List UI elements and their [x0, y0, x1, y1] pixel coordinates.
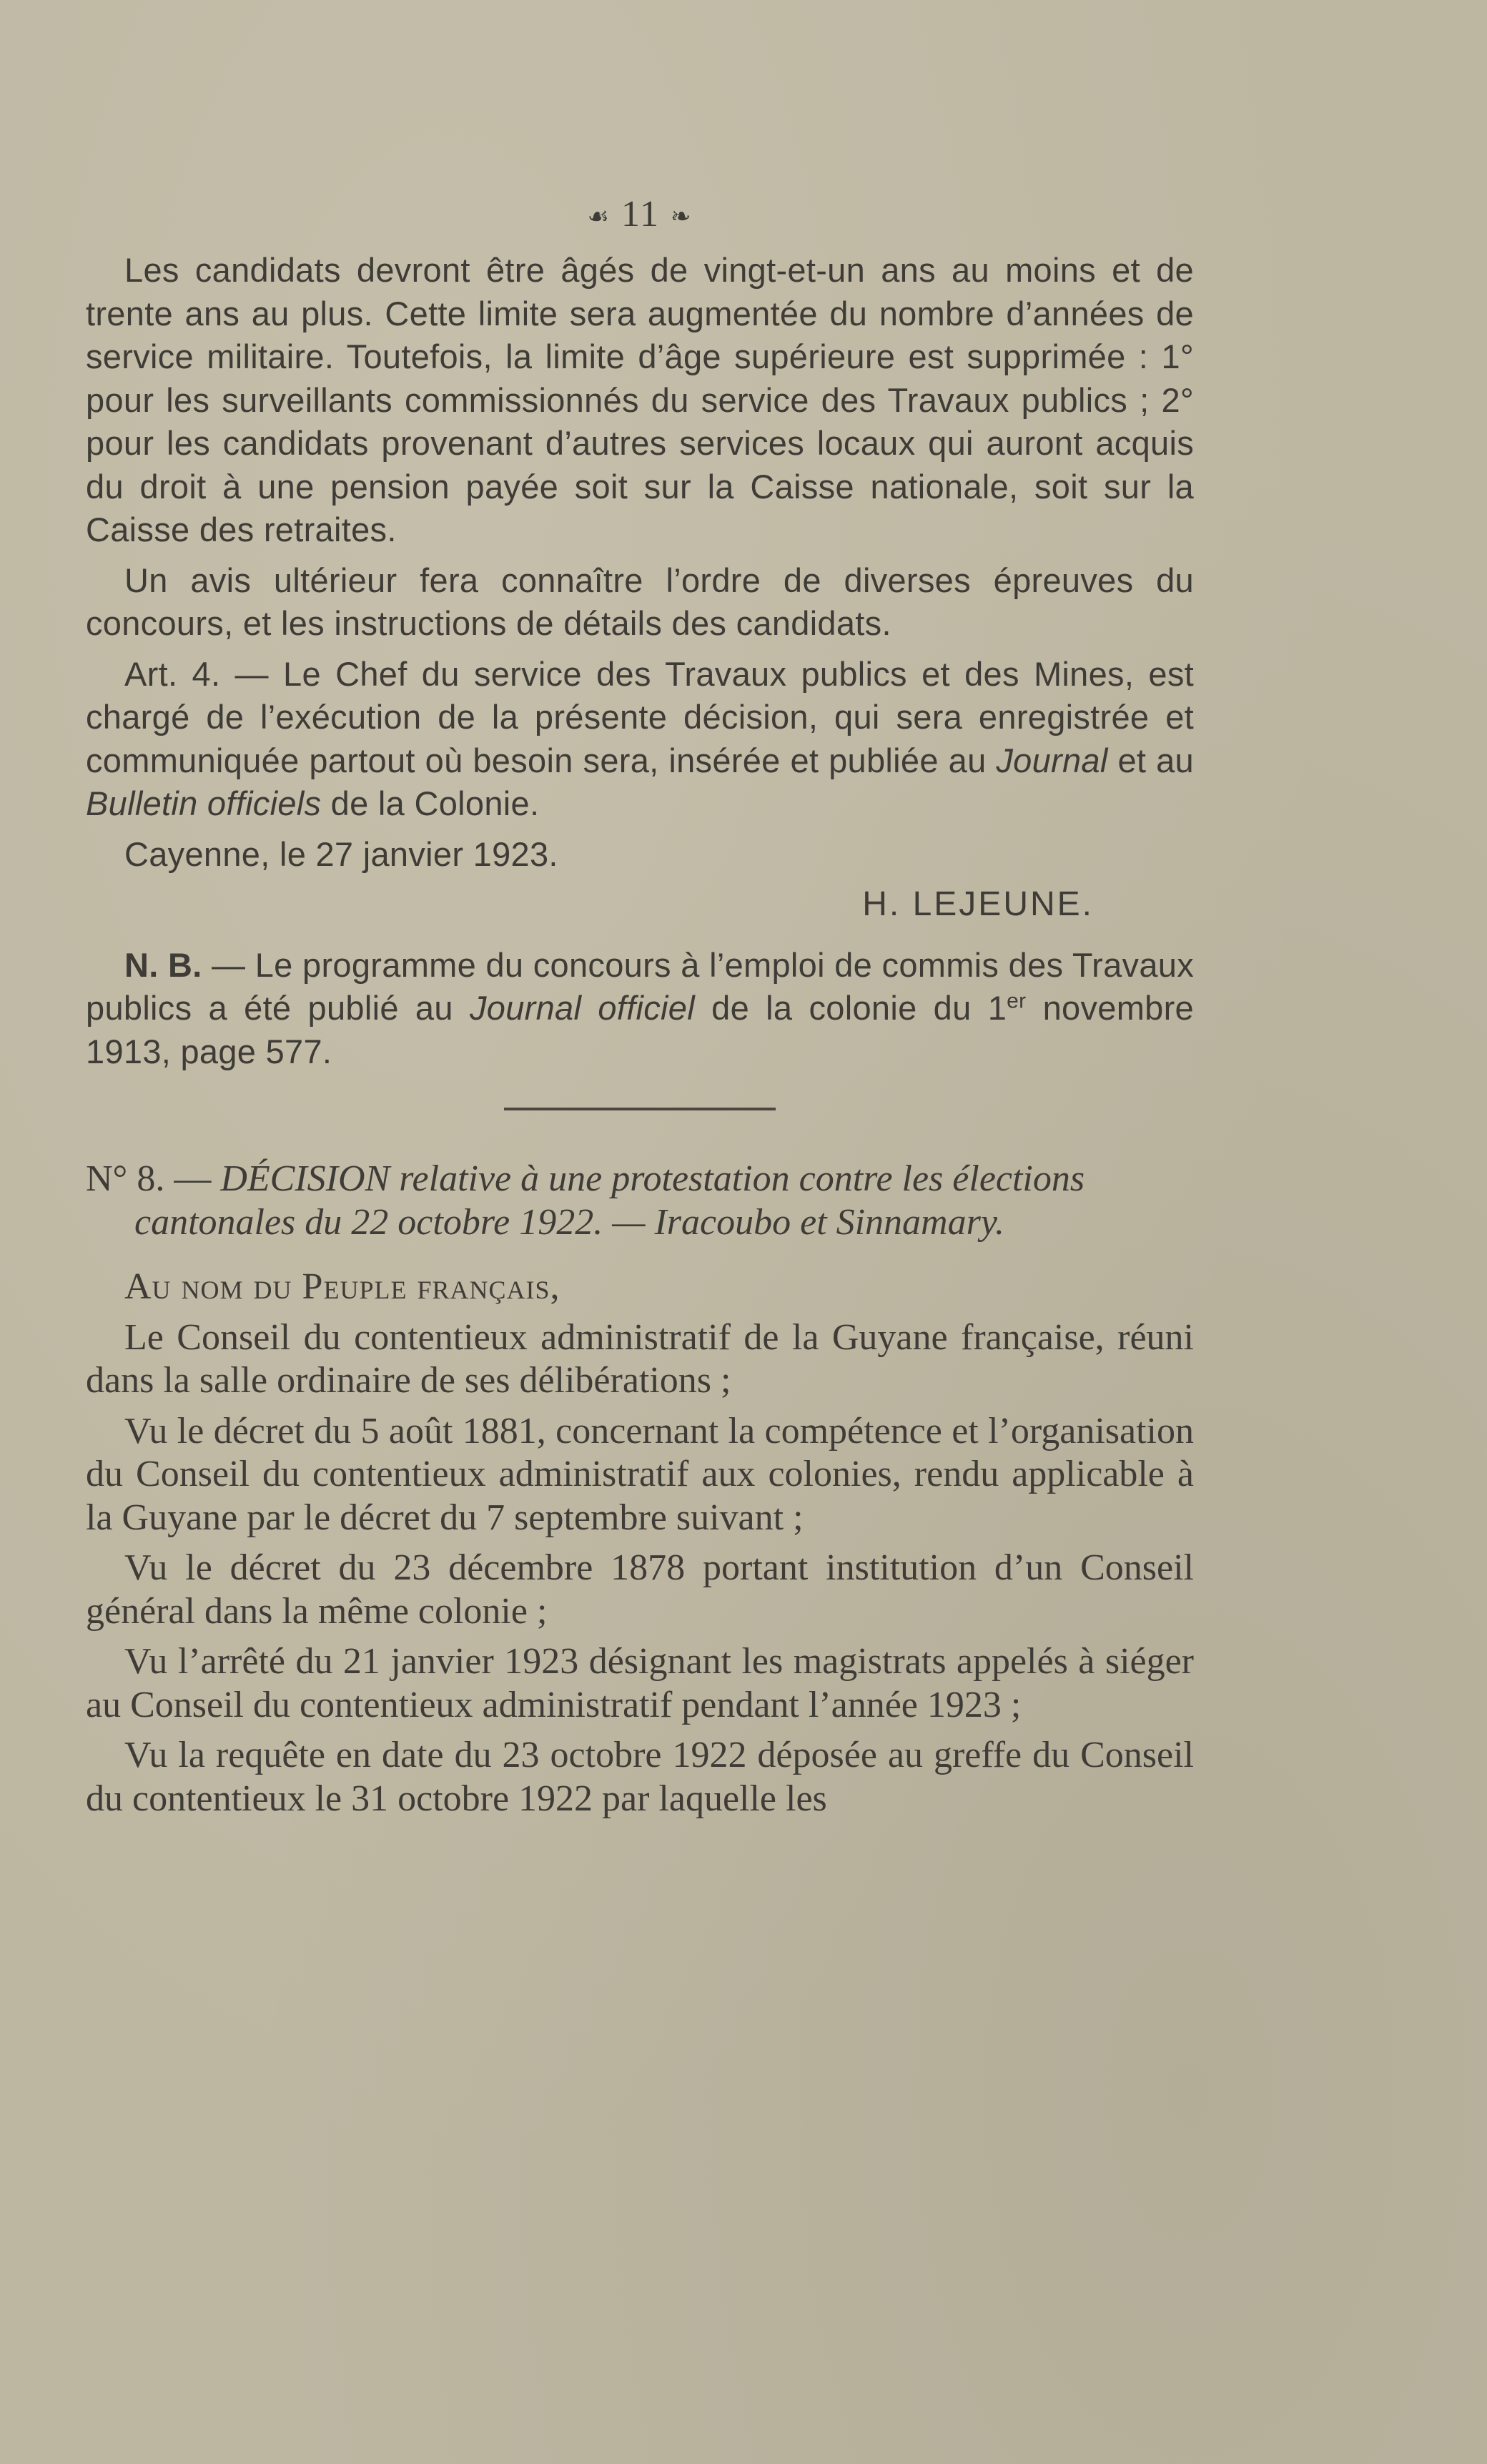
page-number: 11 — [621, 194, 661, 235]
decision-paragraph-decree-1878: Vu le décret du 23 décembre 1878 portant institution d’un Conseil général dans la même colonie ; — [86, 1547, 1194, 1632]
signature: H. LEJEUNE. — [862, 885, 1094, 924]
decision-paragraph-requete: Vu la requête en date du 23 octobre 1922 déposée au greffe du Conseil du contentieux le 31 octobre 1922 par laquelle les — [86, 1735, 1194, 1819]
decision-number: N° 8. — — [86, 1158, 221, 1200]
left-ornament: ☙ — [587, 203, 611, 230]
decision-title-rest: relative à une protestation contre les élections cantonales du 22 octobre 1922. — Iracoubo et Sinnamary. — [134, 1158, 1085, 1243]
paragraph-exam-notice: Un avis ultérieur fera connaître l’ordre de diverses épreuves du concours, et les instructions de détails des candidats. — [86, 561, 1194, 643]
decision-paragraph-council: Le Conseil du contentieux administratif de la Guyane française, réuni dans la salle ordinaire de ses délibérations ; — [86, 1316, 1194, 1401]
nota-bene-text-start: — Le programme du concours à l’emploi de commis des Travaux publics a été publié au — [86, 945, 1195, 1028]
nota-bene-label: N. B. — [124, 945, 202, 984]
nota-bene-text-mid: de la colonie du — [694, 989, 988, 1028]
paragraph-article-4 — [86, 653, 1194, 826]
journal-officiel-ref: Journal officiel — [469, 989, 695, 1028]
nota-bene-day: 1 — [987, 989, 1007, 1028]
nota-bene-day-suffix: er — [1007, 989, 1027, 1013]
decision-title — [86, 1158, 1194, 1244]
right-ornament: ❧ — [671, 203, 693, 230]
place-date: Cayenne, le 27 janvier 1923. — [124, 834, 558, 873]
nota-bene-text-end: novembre 1913, page 577. — [86, 989, 1195, 1070]
decision-paragraph-arrete-1923: Vu l’arrêté du 21 janvier 1923 désignant les magistrats appelés à siéger au Conseil du contentieux administratif pendant l’année 1923 ; — [86, 1641, 1194, 1725]
decision-paragraph-decree-1881: Vu le décret du 5 août 1881, concernant la compétence et l’organisation du Conseil du contentieux administratif aux colonies, rendu applicable à la Guyane par le décret du 7 septembre suivant ; — [86, 1410, 1194, 1538]
journal-ref: Journal — [996, 741, 1108, 779]
paragraph-age-limits: Les candidats devront être âgés de vingt-et-un ans au moins et de trente ans au plus. Cette limite sera augmentée du nombre d’années de service militaire. Toutefois, la limite d’âge supérieure est supprimée : 1° pour les surveillants commissionnés du service des Travaux publics ; 2° pour les candidats provenant d’autres services locaux qui auront acquis du droit à une pension payée soit sur la Caisse nationale, soit sur la Caisse des retraites. — [86, 251, 1194, 549]
text-column — [86, 193, 1194, 1828]
article-4-text-end: de la Colonie. — [321, 784, 540, 823]
article-4-text-start: Art. 4. — Le Chef du service des Travaux publics et des Mines, est chargé de l’exécution de la présente décision, qui sera enregistrée et communiquée partout où besoin sera, insérée et publiée au — [86, 654, 1194, 779]
decision-title-word: DÉCISION — [220, 1158, 390, 1200]
decision-heading: Au nom du Peuple français, — [124, 1266, 560, 1308]
article-4-text-mid: et au — [1107, 741, 1194, 779]
nota-bene — [86, 944, 1194, 1074]
section-divider — [504, 1108, 776, 1110]
page-number-header — [86, 193, 1194, 239]
bulletin-ref: Bulletin officiels — [86, 784, 322, 823]
